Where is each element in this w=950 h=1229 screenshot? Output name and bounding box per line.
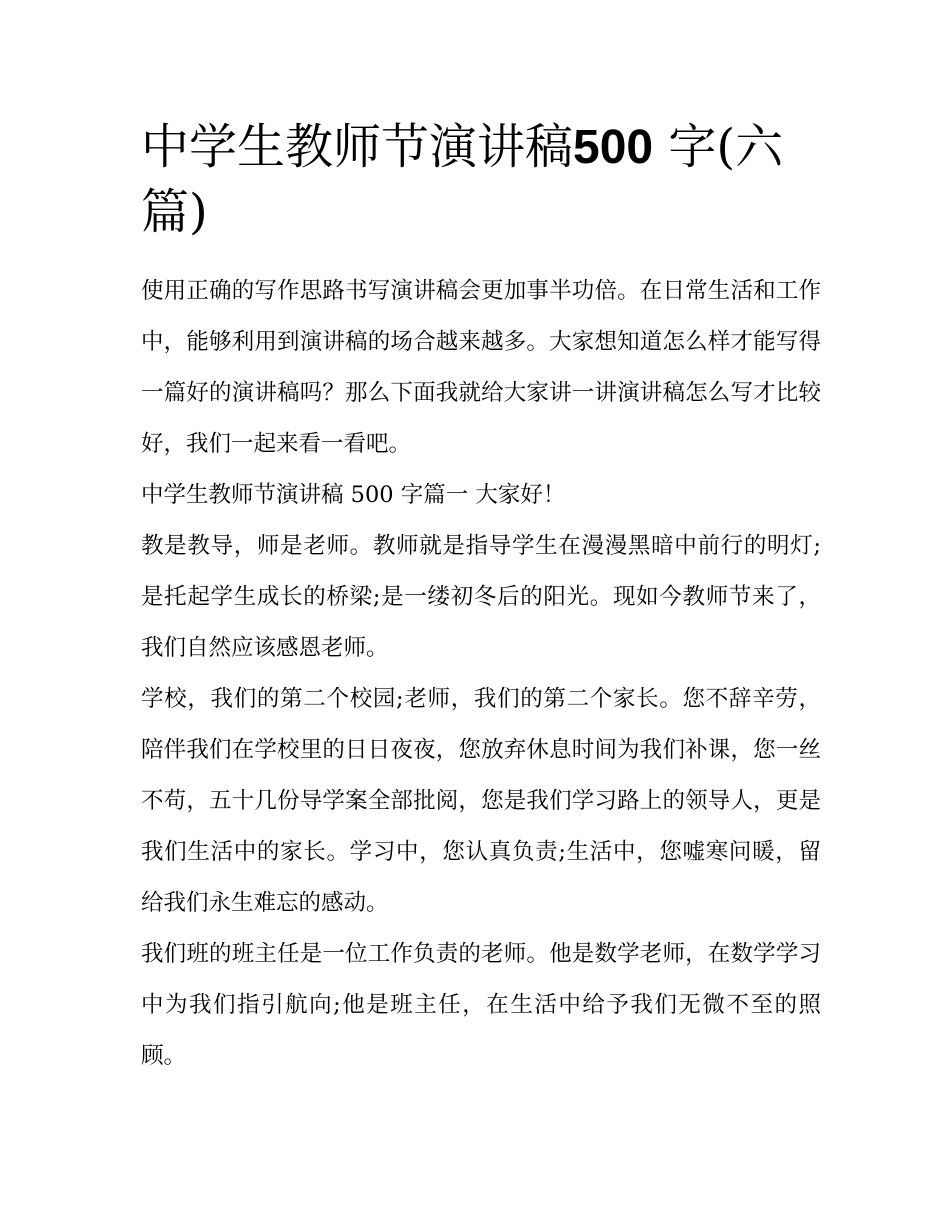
body-paragraph: 教是教导，师是老师。教师就是指导学生在漫漫黑暗中前行的明灯;是托起学生成长的桥梁;是一缕初冬后的阳光。现如今教师节来了，我们自然应该感恩老师。 xyxy=(141,533,821,661)
body-paragraph: 我们班的班主任是一位工作负责的老师。他是数学老师，在数学学习中为我们指引航向;他是班主任，在生活中给予我们无微不至的照顾。 xyxy=(141,941,821,1069)
document-title xyxy=(141,115,821,244)
intro-paragraph: 使用正确的写作思路书写演讲稿会更加事半功倍。在日常生活和工作中，能够利用到演讲稿的场合越来越多。大家想知道怎么样才能写得一篇好的演讲稿吗？那么下面我就给大家讲一讲演讲稿怎么写才比较好，我们一起来看一看吧。 xyxy=(141,278,821,457)
section-heading: 中学生教师节演讲稿 500 字篇一 大家好！ xyxy=(141,482,566,508)
body-paragraph: 学校，我们的第二个校园;老师，我们的第二个家长。您不辞辛劳，陪伴我们在学校里的日日夜夜，您放弃休息时间为我们补课，您一丝不苟，五十几份导学案全部批阅，您是我们学习路上的领导人，更是我们生活中的家长。学习中，您认真负责;生活中，您嘘寒问暖，留给我们永生难忘的感动。 xyxy=(141,686,821,916)
title-prefix: 中学生教师节演讲稿 xyxy=(141,119,574,175)
title-number: 500 xyxy=(573,121,654,174)
title-suffix: 字(六篇) xyxy=(141,119,784,240)
document-page xyxy=(141,115,821,1082)
